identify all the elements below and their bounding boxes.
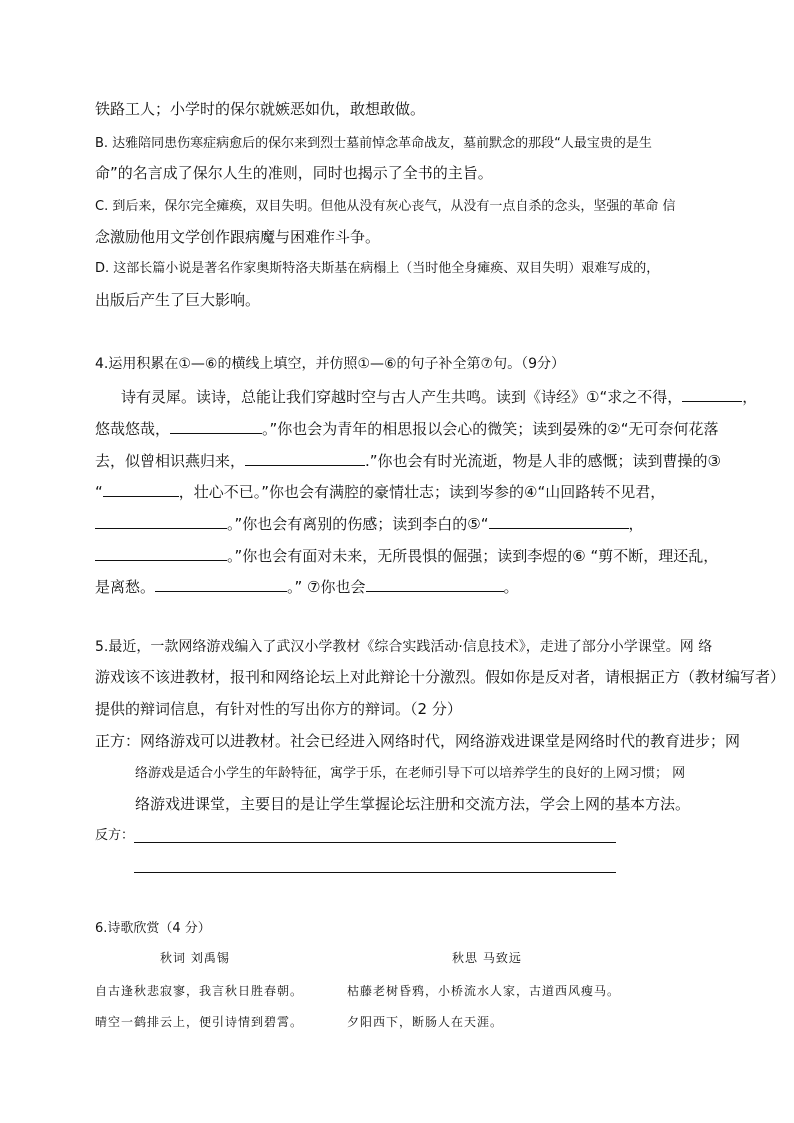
blank-5a[interactable] [489,514,629,529]
q4-line1 [121,387,757,405]
blank-1b[interactable] [170,419,262,434]
q4-line2-rest: 。”你也会为青年的相思报以会心的微笑；读到晏殊的②“无可奈何花落 [262,420,719,438]
q4-line3-start: 去，似曾相识燕归来， [95,452,246,470]
q4-line7-mid: 。” ⑦你也会 [287,578,366,596]
q5-line2: 游戏该不该进教材，报刊和网络论坛上对此辩论十分激烈。假如你是反对者，请根据正方（教材编写者） [95,668,786,686]
q3-option-b-line2: 命”的名言成了保尔人生的准则，同时也揭示了全书的主旨。 [95,164,493,182]
q4-line4-quote: “ [95,483,103,501]
poem2-line2: 夕阳西下，断肠人在天涯。 [347,1015,504,1029]
q4-line5 [95,514,644,532]
blank-1a[interactable] [682,387,742,402]
poem2-line1: 枯藤老树昏鸦，小桥流水人家，古道西风瘦马。 [347,984,621,998]
q4-line3-rest: .”你也会有时光流逝，物是人非的感慨；读到曹操的③ [365,452,722,470]
blank-2[interactable] [245,451,365,466]
q3-option-d-line1: D. 这部长篇小说是著名作家奥斯特洛夫斯基在病榻上（当时他全身瘫痪、双目失明）艰难写成的， [95,261,660,276]
q3-option-b-line1: B. 达雅陪同患伤寒症病愈后的保尔来到烈士墓前悼念革命战友，墓前默念的那段“人最宝贵的是生 [95,136,652,151]
q6-heading: 6.诗歌欣赏（4 分） [95,921,211,936]
poem1-line2: 晴空一鹤排云上，便引诗情到碧霄。 [95,1015,304,1029]
q4-line5-text: 。”你也会有离别的伤感；读到李白的⑤“ [227,515,489,533]
q3-option-c-line2: 念激励他用文学创作跟病魔与困难作斗争。 [95,228,381,246]
q3-option-a-tail: 铁路工人；小学时的保尔就嫉恶如仇，敢想敢做。 [95,100,426,118]
blank-4[interactable] [95,514,227,529]
blank-3[interactable] [103,482,179,497]
q4-line4-rest: ，壮心不已。”你也会有满腔的豪情壮志；读到岑参的④“山回路转不见君， [178,483,666,501]
q5-line1: 5.最近，一款网络游戏编入了武汉小学教材《综合实践活动·信息技术》，走进了部分小学课堂。网 络 [95,639,713,655]
q4-line2-start: 悠哉悠哉， [95,420,171,438]
q4-heading: 4.运用积累在①—⑥的横线上填空，并仿照①—⑥的句子补全第⑦句。（9分） [95,356,566,372]
blank-7[interactable] [366,577,504,592]
q5-line3: 提供的辩词信息，有针对性的写出你方的辩词。（2 分） [95,700,462,718]
q4-line3 [95,451,721,469]
q4-line5-comma: ， [628,515,644,533]
q3-option-d-line2: 出版后产生了巨大影响。 [95,291,261,309]
q5-pro-line2: 络游戏是适合小学生的年龄特征，寓学于乐，在老师引导下可以培养学生的良好的上网习惯； 网 [135,766,686,781]
q4-line7-start: 是离愁。 [95,578,156,596]
q4-line1-text: 诗有灵犀。读诗，总能让我们穿越时空与古人产生共鸣。读到《诗经》①“求之不得， [121,388,683,406]
q4-line7-end: 。 [503,578,519,596]
blank-6[interactable] [155,577,287,592]
blank-5b[interactable] [95,546,227,561]
q3-option-c-line1: C. 到后来，保尔完全瘫痪，双目失明。但他从没有灰心丧气，从没有一点自杀的念头，坚强的革命 信 [95,199,676,214]
q5-pro-line1: 正方：网络游戏可以进教材。社会已经进入网络时代，网络游戏进课堂是网络时代的教育进步；网 [95,732,741,750]
q4-line1-comma: ， [742,388,758,406]
answer-line-1[interactable] [134,842,616,843]
poem2-title: 秋思 马致远 [452,951,522,965]
q5-con-label: 反方： [95,828,135,843]
q4-line6-text: 。”你也会有面对未来，无所畏惧的倔强；读到李煜的⑥ “剪不断，理还乱， [227,547,719,565]
q5-pro-line3: 络游戏进课堂，主要目的是让学生掌握论坛注册和交流方法，学会上网的基本方法。 [135,795,691,813]
q4-line7 [95,577,519,595]
answer-line-2[interactable] [134,872,616,873]
q4-line6 [95,546,718,564]
q4-line2 [95,419,719,437]
poem1-line1: 自古逢秋悲寂寥，我言秋日胜春朝。 [95,984,304,998]
q4-line4 [95,482,665,500]
poem1-title: 秋词 刘禹锡 [160,951,230,965]
